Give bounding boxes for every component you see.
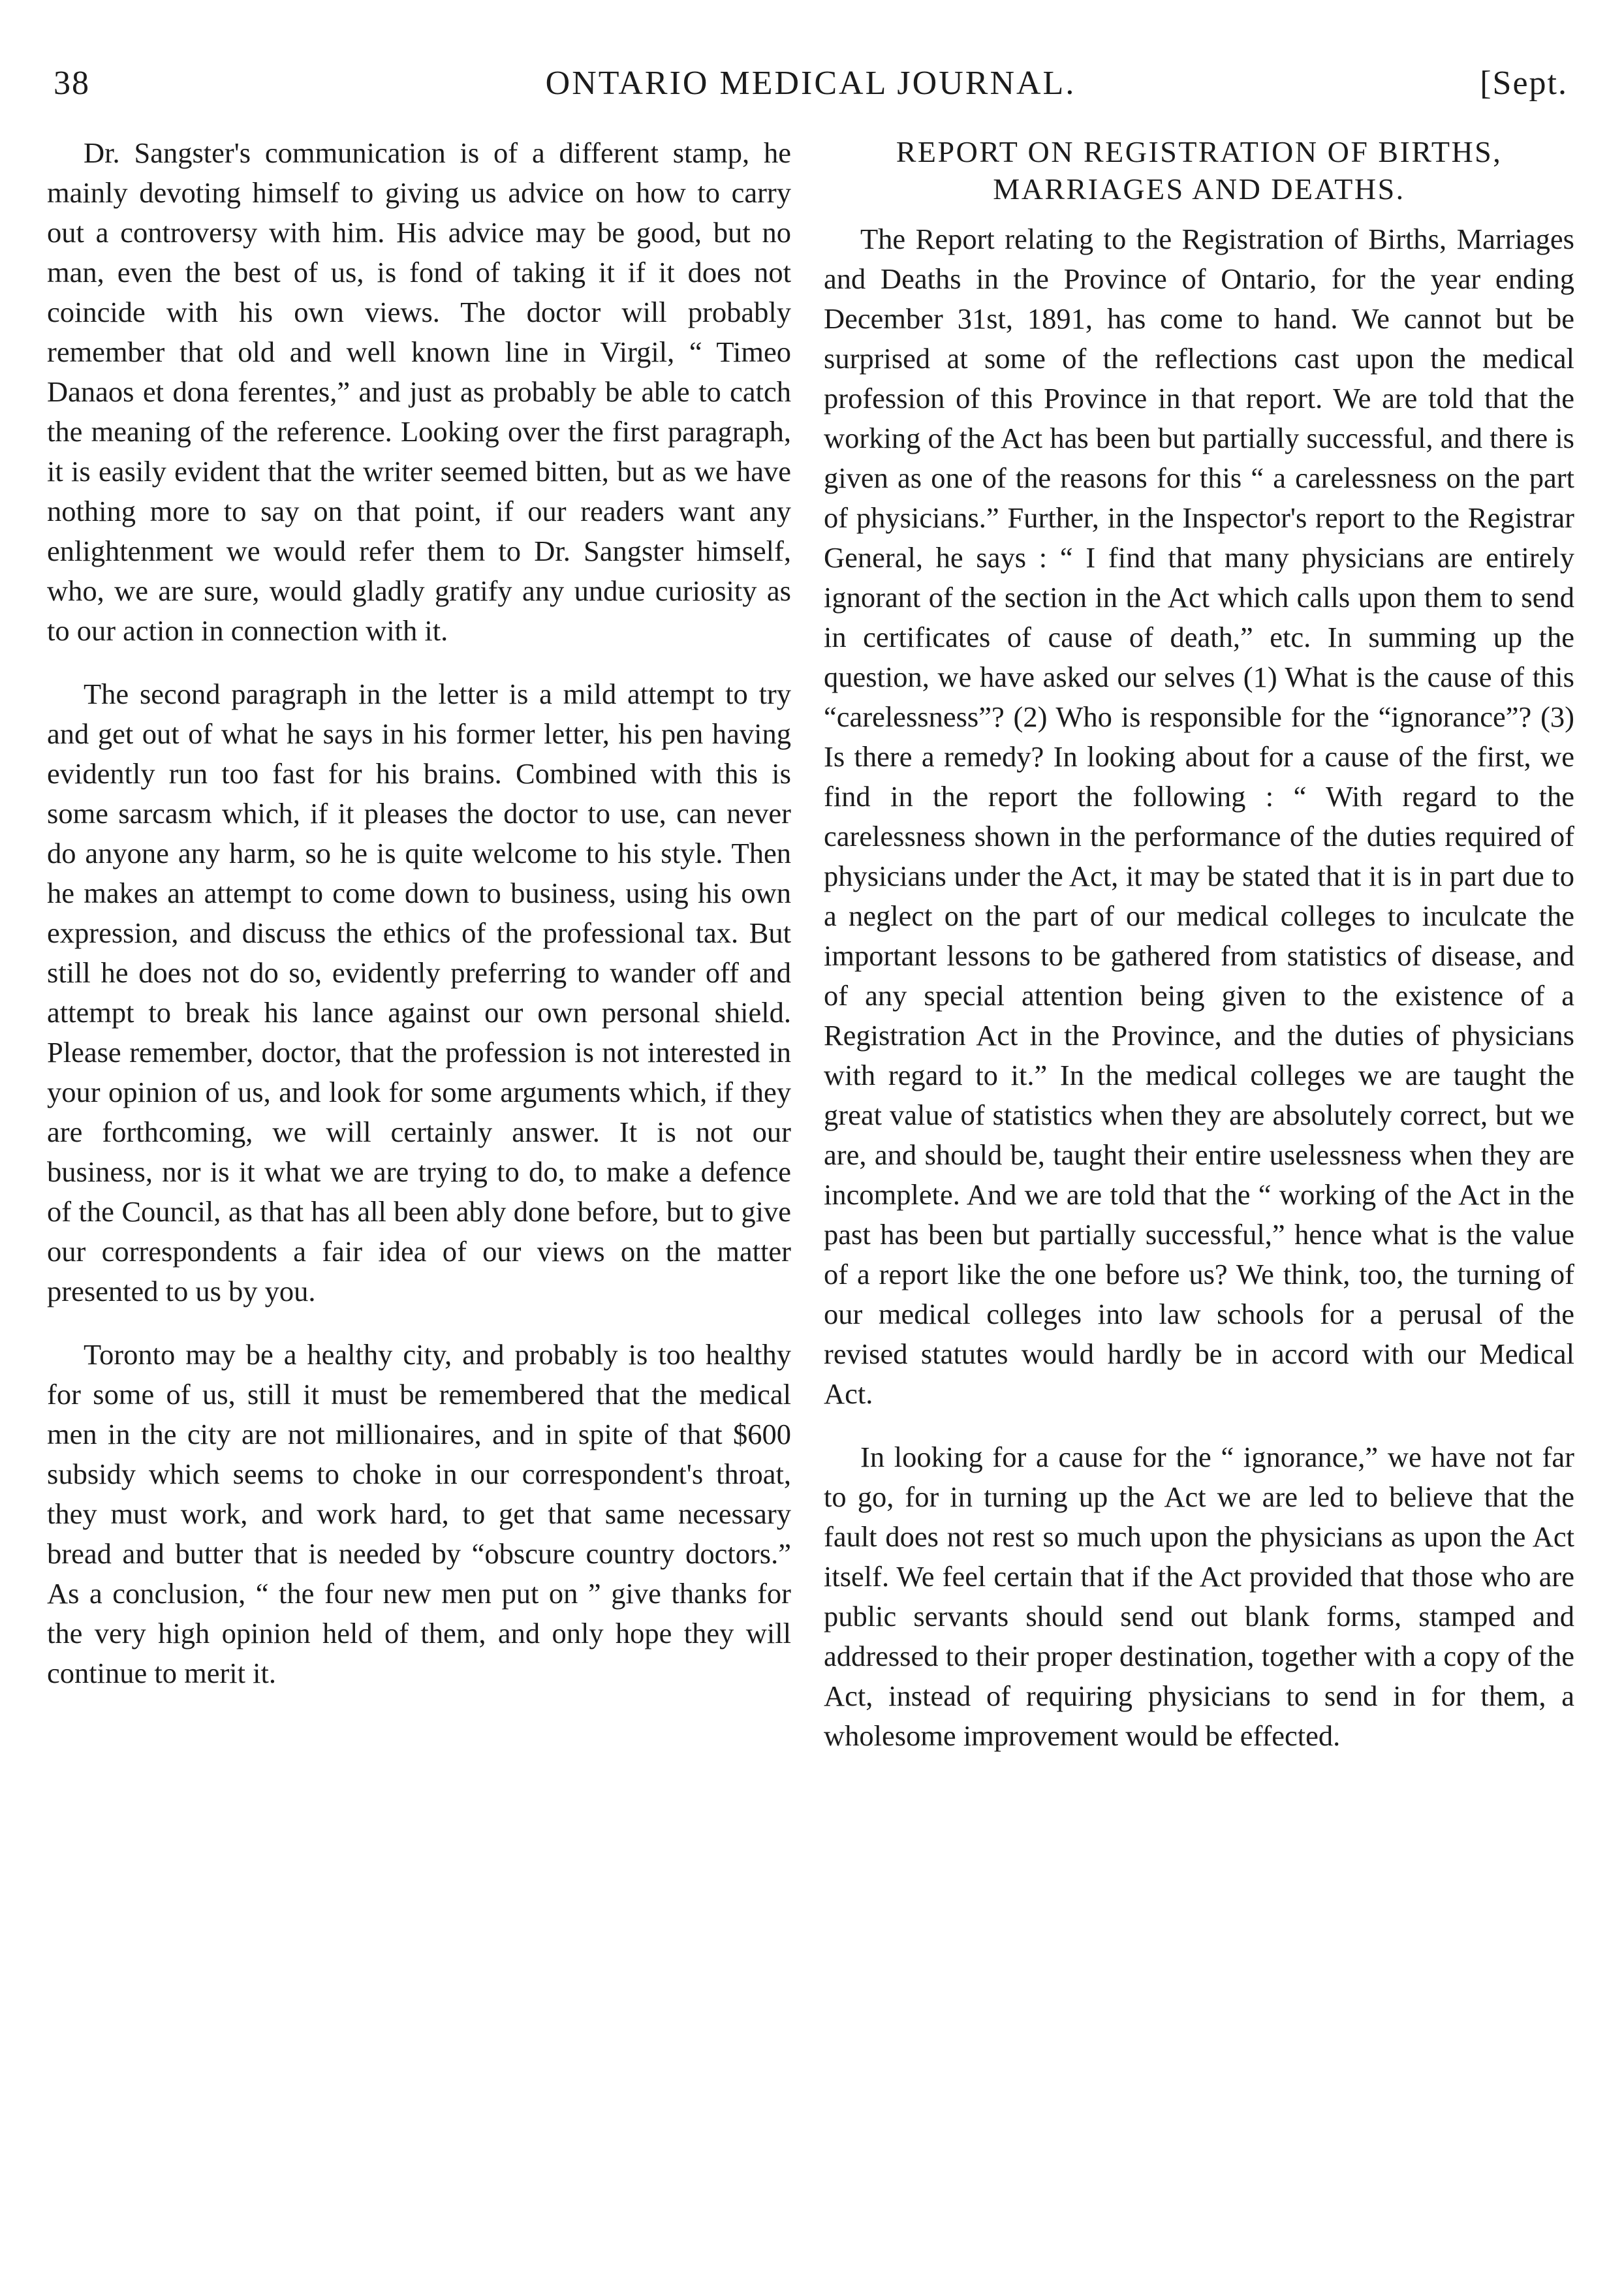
paragraph-toronto-conclusion: Toronto may be a healthy city, and probably is too healthy for some of us, still it must be remembered that the medical men in the city are not millionaires, and in spite of that $600 subsidy which seems to choke in our correspondent's throat, they must work, and work hard, to get that same necessary bread and butter that is needed by “obscure country doctors.” As a conclusion, “ the four new men put on ” give thanks for the very high opinion held of them, and only hope they will continue to merit it. [47, 1338, 791, 1689]
right-column [824, 133, 1574, 1779]
left-column [47, 133, 791, 1717]
page-number: 38 [54, 65, 90, 102]
issue-month: [Sept. [1480, 65, 1568, 102]
paragraph-second-letter: The second paragraph in the letter is a mild attempt to try and get out of what he says in his former letter, his pen having evidently run too fast for his brains. Combined with this is some sarcasm which, if it pleases the doctor to use, can never do anyone any harm, so he is quite welcome to his style. Then he makes an attempt to come down to business, using his own expression, and discuss the ethics of the professional tax. But still he does not do so, evidently preferring to wander off and attempt to break his lance against our own personal shield. Please remember, doctor, that the profession is not interested in your opinion of us, and look for some arguments which, if they are forthcoming, we will certainly answer. It is not our business, nor is it what we are trying to do, to make a defence of the Council, as that has all been ably done before, but to give our correspondents a fair idea of our views on the matter presented to us by you. [47, 678, 791, 1307]
paragraph-ignorance-cause: In looking for a cause for the “ ignorance,” we have not far to go, for in turning up the Act we are led to believe that the fault does not rest so much upon the physicians as upon the Act itself. We feel certain that if the Act provided that those who are public servants should send out blank forms, stamped and addressed to their proper destination, together with a copy of the Act, instead of requiring physicians to send in for them, a wholesome improvement would be effected. [824, 1441, 1574, 1752]
journal-title: ONTARIO MEDICAL JOURNAL. [545, 65, 1076, 102]
running-head [54, 64, 1568, 116]
article-heading: REPORT ON REGISTRATION OF BIRTHS, MARRIAGES AND DEATHS. [896, 135, 1503, 206]
paragraph-sangster-communication: Dr. Sangster's communication is of a different stamp, he mainly devoting himself to giving us advice on how to carry out a controversy with him. His advice may be good, but no man, even the best of us, is fond of taking it if it does not coincide with his own views. The doctor will probably remember that old and well known line in Virgil, “ Timeo Danaos et dona ferentes,” and just as probably be able to catch the meaning of the reference. Looking over the first paragraph, it is easily evident that the writer seemed bitten, but as we have nothing more to say on that point, if our readers want any enlightenment we would refer them to Dr. Sangster himself, who, we are sure, would gladly gratify any undue curiosity as to our action in connection with it. [47, 136, 791, 647]
paragraph-registration-report: The Report relating to the Registration of Births, Marriages and Deaths in the Province of Ontario, for the year ending December 31st, 1891, has come to hand. We cannot but be surprised at some of the reflections cast upon the medical profession of this Province in that report. We are told that the working of the Act has been but partially successful, and there is given as one of the reasons for this “ a carelessness on the part of physicians.” Further, in the Inspector's report to the Registrar General, he says : “ I find that many physicians are entirely ignorant of the section in the Act which calls upon them to send in certificates of cause of death,” etc. In summing up the question, we have asked our selves (1) What is the cause of this “carelessness”? (2) Who is responsible for the “ignorance”? (3) Is there a remedy? In looking about for a cause of the first, we find in the report the following : “ With regard to the carelessness shown in the performance of the duties required of physicians under the Act, it may be stated that it is in part due to a neglect on the part of our medical colleges to inculcate the important lessons to be gathered from statistics of disease, and of any special attention being given to the existence of a Registration Act in the Province, and the duties of physicians with regard to it.” In the medical colleges we are taught the great value of statistics when they are absolutely correct, but we are, and should be, taught their entire uselessness when they are incomplete. And we are told that the “ working of the Act in the past has been but partially successful,” hence what is the value of a report like the one before us? We think, too, the turning of our medical colleges into law schools for a perusal of the revised statutes would hardly be in accord with our Medical Act. [824, 223, 1574, 1410]
